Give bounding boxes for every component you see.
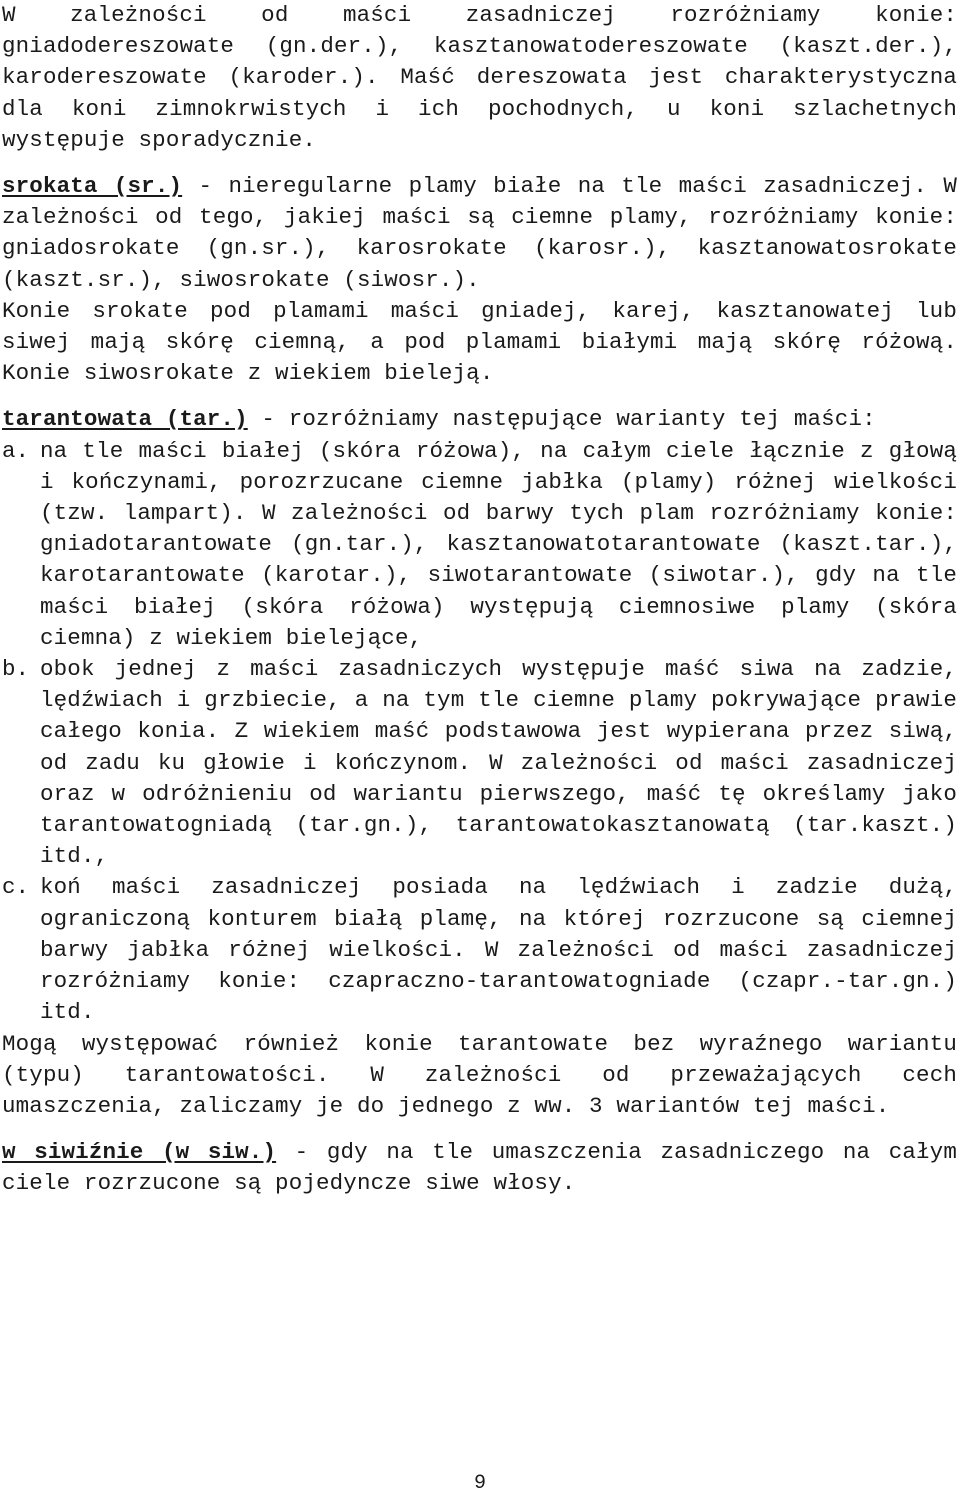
term-w-siwiznie: w siwiźnie (w siw.) — [2, 1139, 277, 1166]
paragraph-no-variant: Mogą występować również konie tarantowate bez wyraźnego wariantu (typu) tarantowatości. W zależności od przeważających cech umaszczenia, zaliczamy je do jednego z ww. 3 wariantów tej maści. — [2, 1030, 957, 1119]
definition-w-siwiznie: - gdy na tle umaszczenia zasadniczego na całym ciele rozrzucone są pojedyncze siwe włosy. — [2, 1139, 957, 1197]
paragraph-srokate-skin: Konie srokate pod plamami maści gniadej, karej, kasztanowatej lub siwej mają skórę ciemną, a pod plamami białymi mają skórę różową. Konie siwosrokate z wiekiem bieleją. — [2, 297, 957, 387]
list-item — [2, 872, 957, 1028]
list-marker: b. — [2, 656, 30, 683]
page-number: 9 — [473, 1472, 486, 1495]
paragraph-dereszowata: W zależności od maści zasadniczej rozróżniamy konie: gniadodereszowate (gn.der.), kasztanowatodereszowate (kaszt.der.), karodereszowate (karoder.). Maść dereszowata jest charakterystyczna dla koni zimnokrwistych i ich pochodnych, u koni szlachetnych występuje sporadycznie. — [2, 2, 957, 153]
list-item-text: obok jednej z maści zasadniczych występuje maść siwa na zadzie, lędźwiach i grzbiecie, a na tym tle ciemne plamy pokrywające prawie całego konia. Z wiekiem maść podstawowa jest wypierana przez siwą, od zadu ku głowie i kończynom. W zależności od maści zasadniczej oraz w odróżnieniu od wariantu pierwszego, maść tę określamy jako tarantowatogniadą (tar.gn.), tarantowatokasztanowatą (tar.kaszt.) itd., — [40, 656, 957, 870]
list-item — [2, 436, 957, 654]
list-item — [2, 654, 957, 872]
paragraph-srokata — [2, 171, 957, 296]
term-srokata: srokata (sr.) — [2, 173, 183, 200]
list-marker: a. — [2, 437, 30, 464]
paragraph-w-siwiznie — [2, 1137, 957, 1199]
document-page — [2, 0, 957, 1200]
definition-tarantowata: - rozróżniamy następujące warianty tej maści: — [247, 406, 876, 433]
definition-srokata: - nieregularne plamy białe na tle maści zasadniczej. W zależności od tego, jakiej maści są ciemne plamy, rozróżniamy konie: gniadosrokate (gn.sr.), karosrokate (karosr.), kasztanowatosrokate (kaszt.sr.), siwosrokate (siwosr.). — [2, 173, 958, 293]
list-item-text: na tle maści białej (skóra różowa), na całym ciele łącznie z głową i kończynami, porozrzucane ciemne jabłka (plamy) różnej wielkości (tzw. lampart). W zależności od barwy tych plam rozróżniamy konie: gniadotarantowate (gn.tar.), kasztanowatotarantowate (kaszt.tar.), karotarantowate (karotar.), siwotarantowate (siwotar.), gdy na tle maści białej (skóra różowa) występują ciemnosiwe plamy (skóra ciemna) z wiekiem bielejące, — [40, 437, 957, 651]
paragraph-tarantowata — [2, 404, 957, 435]
tarantowata-variants-list — [2, 436, 957, 1029]
list-marker: c. — [2, 874, 30, 901]
list-item-text: koń maści zasadniczej posiada na lędźwiach i zadzie dużą, ograniczoną konturem białą plamę, na której rozrzucone są ciemnej barwy jabłka różnej wielkości. W zależności od maści zasadniczej rozróżniamy konie: czapraczno-tarantowatogniade (czapr.-tar.gn.) itd. — [40, 874, 957, 1026]
term-tarantowata: tarantowata (tar.) — [2, 406, 248, 433]
